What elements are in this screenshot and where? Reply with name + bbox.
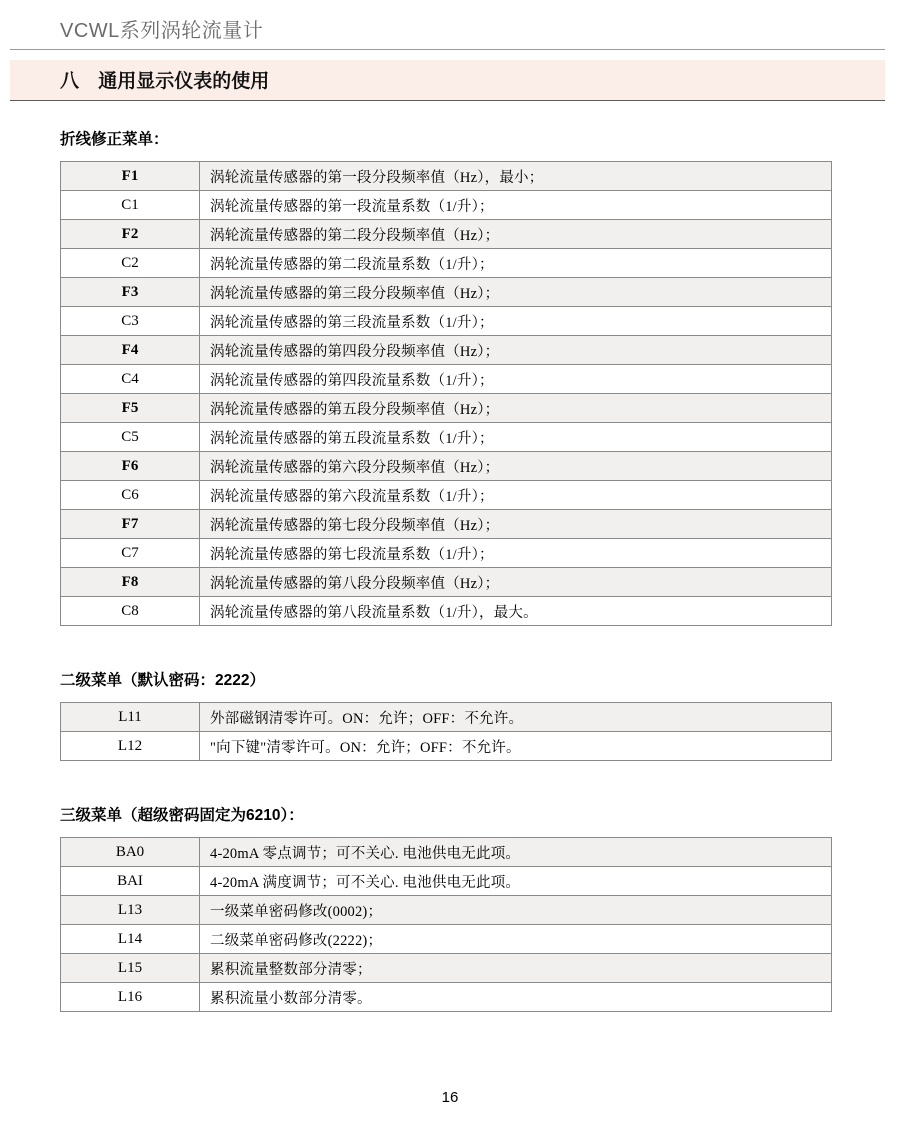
menu-code-cell: F8 [61, 568, 200, 597]
menu-code-cell: C5 [61, 423, 200, 452]
menu-table-level2 [60, 702, 832, 761]
menu-description-cell: 涡轮流量传感器的第七段流量系数（1/升）； [200, 539, 832, 568]
table-row [61, 452, 832, 481]
menu-code-cell: L13 [61, 896, 200, 925]
table-row [61, 162, 832, 191]
table-row [61, 365, 832, 394]
menu-description-cell: 涡轮流量传感器的第四段分段频率值（Hz）； [200, 336, 832, 365]
table-row [61, 597, 832, 626]
menu-description-cell: 涡轮流量传感器的第五段流量系数（1/升）； [200, 423, 832, 452]
menu-description-cell: 涡轮流量传感器的第一段流量系数（1/升）； [200, 191, 832, 220]
menu-description-cell: 累积流量小数部分清零。 [200, 983, 832, 1012]
menu-code-cell: L15 [61, 954, 200, 983]
table-row [61, 925, 832, 954]
table-row [61, 732, 832, 761]
menu-description-cell: 涡轮流量传感器的第五段分段频率值（Hz）； [200, 394, 832, 423]
table-row [61, 481, 832, 510]
table-row [61, 394, 832, 423]
menu-description-cell: 涡轮流量传感器的第三段流量系数（1/升）； [200, 307, 832, 336]
menu-code-cell: F7 [61, 510, 200, 539]
table-row [61, 539, 832, 568]
page-number: 16 [441, 1089, 459, 1106]
table-row [61, 249, 832, 278]
menu-description-cell: 4-20mA 零点调节；可不关心. 电池供电无此项。 [200, 838, 832, 867]
menu-code-cell: F1 [61, 162, 200, 191]
table-row [61, 703, 832, 732]
table-row [61, 307, 832, 336]
table-row [61, 954, 832, 983]
table-row [61, 220, 832, 249]
menu-code-cell: L14 [61, 925, 200, 954]
menu-description-cell: 涡轮流量传感器的第六段分段频率值（Hz）； [200, 452, 832, 481]
menu-code-cell: C1 [61, 191, 200, 220]
menu-description-cell: 累积流量整数部分清零； [200, 954, 832, 983]
document-header [10, 14, 885, 50]
menu-description-cell: 涡轮流量传感器的第二段分段频率值（Hz）； [200, 220, 832, 249]
menu-description-cell: 外部磁钢清零许可。ON：允许；OFF：不允许。 [200, 703, 832, 732]
menu-description-cell: 涡轮流量传感器的第三段分段频率值（Hz）； [200, 278, 832, 307]
menu-description-cell: 涡轮流量传感器的第八段分段频率值（Hz）； [200, 568, 832, 597]
table-row [61, 191, 832, 220]
menu-description-cell: 涡轮流量传感器的第六段流量系数（1/升）； [200, 481, 832, 510]
table-row [61, 838, 832, 867]
menu-description-cell: 涡轮流量传感器的第一段分段频率值（Hz），最小； [200, 162, 832, 191]
table-row [61, 568, 832, 597]
menu-description-cell: 涡轮流量传感器的第八段流量系数（1/升），最大。 [200, 597, 832, 626]
menu-description-cell: 涡轮流量传感器的第二段流量系数（1/升）； [200, 249, 832, 278]
menu-code-cell: L12 [61, 732, 200, 761]
chapter-title: 通用显示仪表的使用 [98, 71, 270, 92]
table-row [61, 867, 832, 896]
section-title-3: 三级菜单（超级密码固定为6210）： [60, 807, 304, 824]
table-row [61, 278, 832, 307]
chapter-heading [10, 60, 885, 101]
menu-description-cell: "向下键"清零许可。ON：允许；OFF：不允许。 [200, 732, 832, 761]
section-title-1: 折线修正菜单： [60, 131, 169, 148]
document-title: VCWL系列涡轮流量计 [60, 20, 264, 42]
table-row [61, 510, 832, 539]
menu-code-cell: F2 [61, 220, 200, 249]
menu-code-cell: C2 [61, 249, 200, 278]
menu-description-cell: 二级菜单密码修改(2222)； [200, 925, 832, 954]
table-row [61, 336, 832, 365]
menu-code-cell: L11 [61, 703, 200, 732]
menu-code-cell: BA0 [61, 838, 200, 867]
menu-description-cell: 涡轮流量传感器的第七段分段频率值（Hz）； [200, 510, 832, 539]
menu-code-cell: C3 [61, 307, 200, 336]
menu-table-level3 [60, 837, 832, 1012]
menu-code-cell: F3 [61, 278, 200, 307]
menu-code-cell: C7 [61, 539, 200, 568]
menu-description-cell: 一级菜单密码修改(0002)； [200, 896, 832, 925]
menu-code-cell: F4 [61, 336, 200, 365]
table-row [61, 423, 832, 452]
menu-code-cell: C8 [61, 597, 200, 626]
table-row [61, 896, 832, 925]
menu-code-cell: F5 [61, 394, 200, 423]
chapter-number: 八 [60, 71, 80, 92]
table-row [61, 983, 832, 1012]
section-title-2: 二级菜单（默认密码：2222） [60, 672, 265, 689]
menu-table-polyline [60, 161, 832, 626]
menu-code-cell: L16 [61, 983, 200, 1012]
menu-code-cell: C6 [61, 481, 200, 510]
menu-code-cell: C4 [61, 365, 200, 394]
menu-description-cell: 4-20mA 满度调节；可不关心. 电池供电无此项。 [200, 867, 832, 896]
menu-description-cell: 涡轮流量传感器的第四段流量系数（1/升）； [200, 365, 832, 394]
menu-code-cell: BAI [61, 867, 200, 896]
menu-code-cell: F6 [61, 452, 200, 481]
